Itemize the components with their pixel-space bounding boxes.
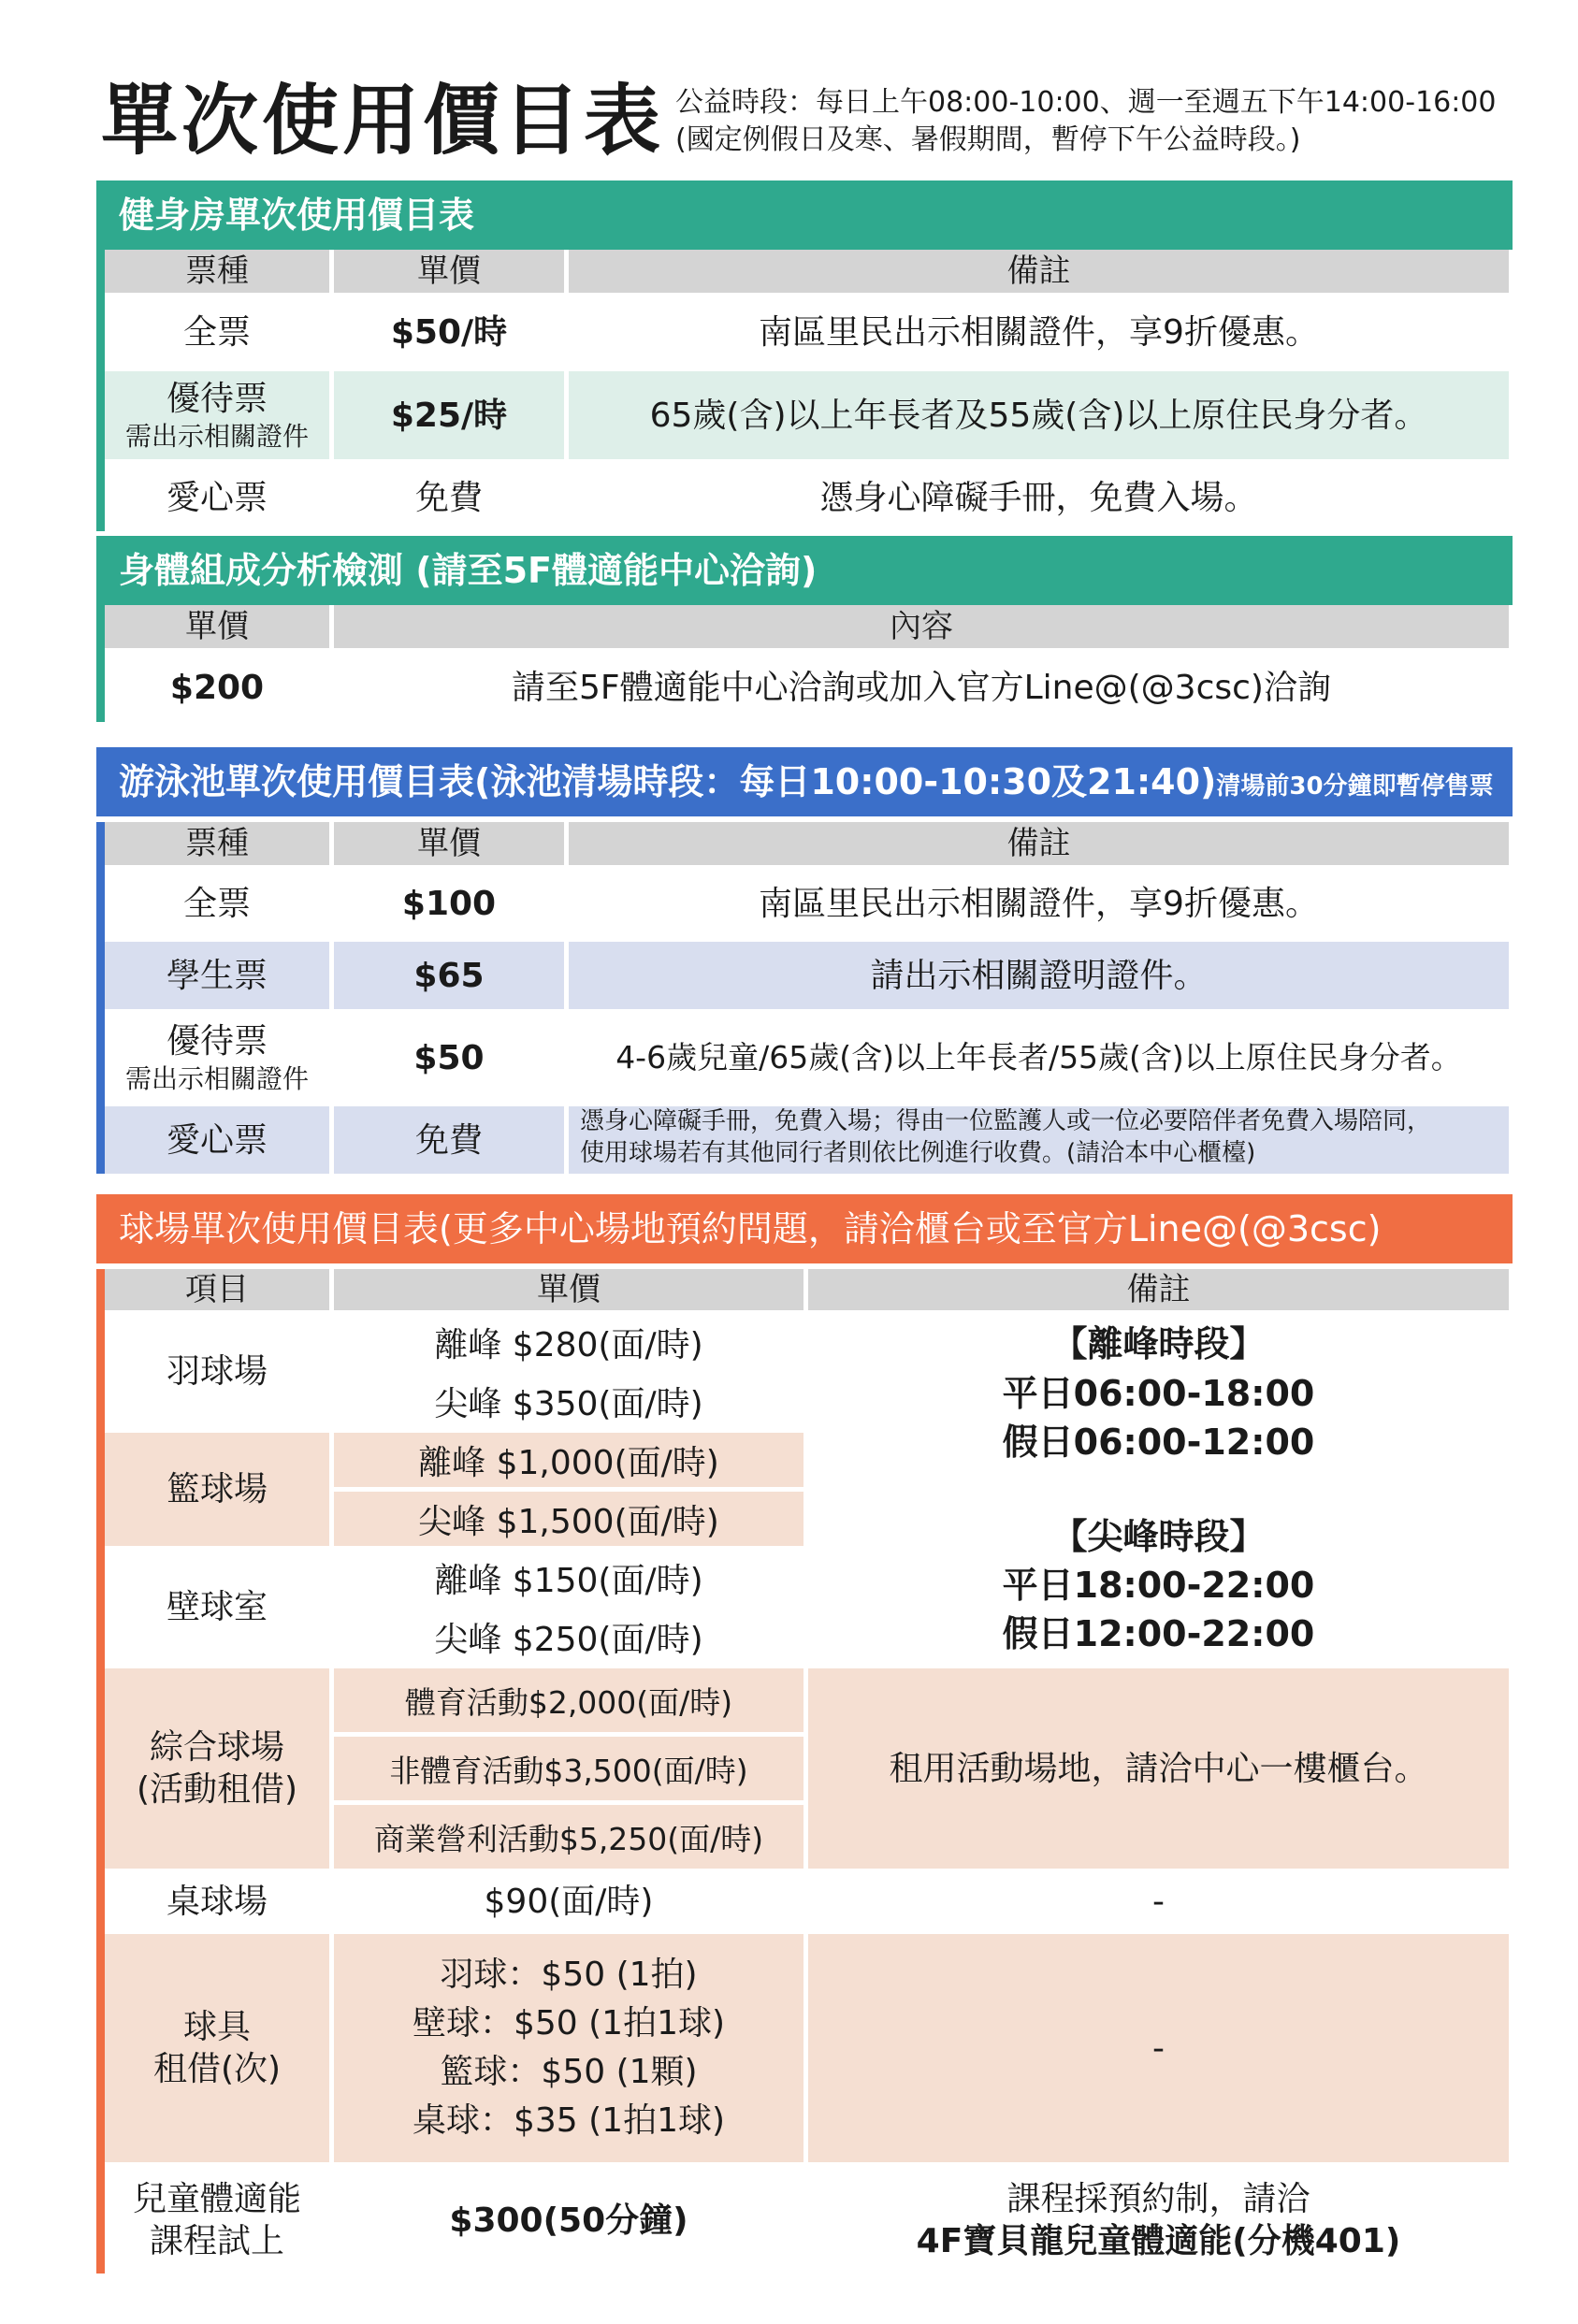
- multi-court-name-line1: 綜合球場: [149, 1728, 284, 1767]
- courts-section: [96, 1194, 1513, 2273]
- pool-discount-type-sub: 需出示相關證件: [124, 1063, 309, 1094]
- gym-row-full-type: 全票: [182, 312, 251, 352]
- gym-row-discount-type: [105, 371, 329, 459]
- courts-price-table: [96, 1269, 1513, 2273]
- page-title: 單次使用價目表: [101, 77, 665, 166]
- pool-row-charity-price: 免費: [334, 1106, 564, 1174]
- multi-court-sport-price: 體育活動$2,000(面/時): [334, 1668, 803, 1732]
- pool-row-discount-type: [105, 1014, 329, 1102]
- gym-header-price: 單價: [334, 250, 564, 293]
- pool-section-title: [96, 747, 1513, 816]
- equipment-table-tennis-price: 桌球：$35 (1拍1球): [412, 2101, 726, 2141]
- kids-fitness-name-line1: 兒童體適能: [132, 2180, 301, 2218]
- body-content: 請至5F體適能中心洽詢或加入官方Line@(@3csc)洽詢: [512, 668, 1331, 707]
- kids-fitness-name: [105, 2167, 329, 2273]
- gym-section-title: 健身房單次使用價目表: [96, 180, 1513, 250]
- gym-price-table: [96, 250, 1513, 531]
- pool-charity-note-line1: 憑身心障礙手冊，免費入場；得由一位監護人或一位必要陪伴者免費入場陪同，: [580, 1107, 1432, 1135]
- equipment-basketball-price: 籃球：$50 (1顆): [440, 2053, 698, 2091]
- pool-section: [96, 747, 1513, 1174]
- kids-fitness-note-line2: 4F寶貝龍兒童體適能(分機401): [916, 2222, 1401, 2260]
- basketball-court-name: 籃球場: [105, 1433, 329, 1546]
- multi-court-name: [105, 1668, 329, 1869]
- body-analysis-table: [96, 605, 1513, 722]
- body-analysis-title: 身體組成分析檢測 (請至5F體適能中心洽詢): [96, 536, 1513, 605]
- gym-row-charity-note: 憑身心障礙手冊，免費入場。: [819, 478, 1258, 517]
- equipment-rental-note: -: [808, 1934, 1509, 2162]
- pool-row-student-note: 請出示相關證明證件。: [569, 942, 1509, 1009]
- pool-row-charity-note: [569, 1106, 1509, 1174]
- offpeak-weekday: 平日06:00-18:00: [1002, 1372, 1315, 1414]
- gym-row-discount-note: 65歲(含)以上年長者及55歲(含)以上原住民身分者。: [569, 371, 1509, 459]
- equipment-squash-price: 壁球：$50 (1拍1球): [412, 2003, 726, 2043]
- gym-row-charity-type: 愛心票: [166, 478, 268, 517]
- pool-header-price: 單價: [334, 822, 564, 865]
- table-tennis-name: 桌球場: [166, 1882, 268, 1921]
- kids-fitness-name-line2: 課程試上: [149, 2222, 284, 2260]
- squash-offpeak-price: 離峰 $150(面/時): [434, 1561, 703, 1600]
- offpeak-title: 【離峰時段】: [1051, 1323, 1266, 1365]
- gym-header-note: 備註: [569, 250, 1509, 293]
- basketball-peak-price: 尖峰 $1,500(面/時): [334, 1492, 803, 1546]
- public-hours-note: [675, 84, 1496, 159]
- pool-row-discount-price: $50: [413, 1038, 485, 1077]
- equipment-rental-prices: [334, 1934, 803, 2162]
- public-hours-line2: (國定例假日及寒、暑假期間，暫停下午公益時段。): [675, 123, 1301, 156]
- equipment-rental-name: [105, 1934, 329, 2162]
- badminton-peak-price: 尖峰 $350(面/時): [434, 1384, 703, 1423]
- pool-charity-note-line2: 使用球場若有其他同行者則依比例進行收費。(請洽本中心櫃檯): [580, 1138, 1256, 1167]
- body-header-price: 單價: [105, 605, 329, 648]
- pool-row-full-note: 南區里民出示相關證件，享9折優惠。: [759, 884, 1319, 923]
- courts-section-title: 球場單次使用價目表(更多中心場地預約問題，請洽櫃台或至官方Line@(@3csc): [96, 1194, 1513, 1263]
- peak-times-note: [808, 1315, 1509, 1664]
- equipment-name-line1: 球具: [182, 2008, 251, 2046]
- offpeak-holiday: 假日06:00-12:00: [1002, 1422, 1315, 1464]
- pool-row-charity-type: 愛心票: [105, 1106, 329, 1174]
- gym-row-discount-price: $25/時: [334, 371, 564, 459]
- peak-weekday: 平日18:00-22:00: [1002, 1564, 1315, 1606]
- gym-row-full-note: 南區里民出示相關證件，享9折優惠。: [759, 312, 1319, 352]
- badminton-court-name: 羽球場: [166, 1352, 268, 1391]
- pool-row-discount-note: 4-6歲兒童/65歲(含)以上年長者/55歲(含)以上原住民身分者。: [615, 1039, 1462, 1076]
- pool-title-small: 清場前30分鐘即暫停售票: [1216, 772, 1494, 801]
- pool-header-type: 票種: [105, 822, 329, 865]
- kids-fitness-note: [808, 2167, 1509, 2273]
- pool-row-student-type: 學生票: [105, 942, 329, 1009]
- courts-header-price: 單價: [334, 1269, 803, 1310]
- pool-header-note: 備註: [569, 822, 1509, 865]
- pool-discount-type-label: 優待票: [166, 1022, 268, 1061]
- squash-room-name: 壁球室: [166, 1588, 268, 1626]
- pool-price-table: [96, 822, 1513, 1174]
- squash-peak-price: 尖峰 $250(面/時): [434, 1620, 703, 1659]
- badminton-offpeak-price: 離峰 $280(面/時): [434, 1325, 703, 1364]
- peak-holiday: 假日12:00-22:00: [1002, 1613, 1315, 1655]
- courts-header-item: 項目: [105, 1269, 329, 1310]
- body-analysis-section: [96, 536, 1513, 722]
- courts-header-note: 備註: [808, 1269, 1509, 1310]
- peak-title: 【尖峰時段】: [1051, 1515, 1266, 1557]
- gym-discount-type-sub: 需出示相關證件: [124, 421, 309, 452]
- multi-court-commercial-price: 商業營利活動$5,250(面/時): [334, 1805, 803, 1869]
- equipment-name-line2: 租借(次): [152, 2050, 282, 2088]
- body-header-content: 內容: [334, 605, 1509, 648]
- multi-court-prices: [334, 1668, 803, 1869]
- equipment-badminton-price: 羽球：$50 (1拍): [440, 1955, 698, 1994]
- pool-row-full-type: 全票: [182, 884, 251, 923]
- multi-court-note: 租用活動場地，請洽中心一樓櫃台。: [808, 1668, 1509, 1869]
- table-tennis-price: $90(面/時): [484, 1882, 654, 1921]
- multi-court-nonsport-price: 非體育活動$3,500(面/時): [334, 1737, 803, 1800]
- kids-fitness-price: $300(50分鐘): [449, 2201, 688, 2240]
- gym-row-charity-price: 免費: [414, 478, 483, 517]
- multi-court-name-line2: (活動租借): [136, 1770, 298, 1809]
- public-hours-line1: 公益時段：每日上午08:00-10:00、週一至週五下午14:00-16:00: [675, 86, 1497, 119]
- table-tennis-note: -: [1152, 1882, 1165, 1921]
- gym-header-type: 票種: [105, 250, 329, 293]
- page-header: [101, 75, 1523, 168]
- gym-section: [96, 180, 1513, 531]
- gym-row-full-price: $50/時: [390, 312, 508, 352]
- pool-title-main: 游泳池單次使用價目表(泳池清場時段：每日10:00-10:30及21:40): [119, 761, 1217, 802]
- basketball-offpeak-price: 離峰 $1,000(面/時): [334, 1433, 803, 1487]
- squash-room-prices: [334, 1551, 803, 1664]
- gym-discount-type-label: 優待票: [166, 380, 268, 418]
- badminton-court-prices: [334, 1315, 803, 1428]
- pool-row-student-price: $65: [334, 942, 564, 1009]
- kids-fitness-note-line1: 課程採預約制，請洽: [1006, 2180, 1310, 2218]
- body-price: $200: [169, 668, 265, 707]
- pool-row-full-price: $100: [401, 884, 497, 923]
- basketball-court-prices: [334, 1433, 803, 1546]
